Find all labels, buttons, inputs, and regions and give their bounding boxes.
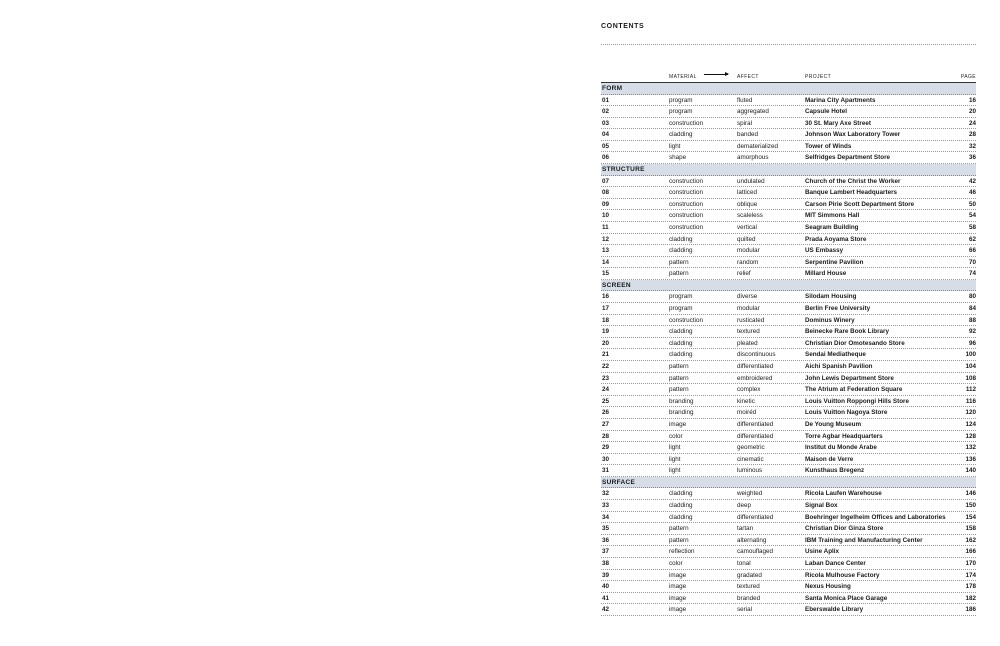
entry-affect: modular xyxy=(737,305,760,312)
table-row xyxy=(601,593,976,605)
entry-page: 166 xyxy=(965,548,976,556)
entry-affect: oblique xyxy=(737,200,758,208)
entry-project: 30 St. Mary Axe Street xyxy=(805,119,871,127)
entry-number: 10 xyxy=(602,212,610,220)
entry-affect: diverse xyxy=(737,293,758,301)
table-row xyxy=(601,546,976,558)
entry-project: Eberswalde Library xyxy=(805,606,864,614)
entry-affect: tartan xyxy=(737,525,754,533)
page-title: CONTENTS xyxy=(601,23,645,30)
entry-number: 41 xyxy=(602,594,610,602)
entry-project: Institut du Monde Arabe xyxy=(805,444,877,452)
entry-page: 88 xyxy=(968,316,976,324)
entry-material: light xyxy=(669,444,681,452)
table-row xyxy=(601,141,976,153)
entry-affect: amorphous xyxy=(737,154,769,162)
entry-page: 154 xyxy=(965,513,976,521)
entry-page: 116 xyxy=(965,397,976,405)
entry-affect: rusticated xyxy=(737,316,765,324)
entry-material: cladding xyxy=(669,339,693,347)
entry-page: 136 xyxy=(965,455,976,463)
entry-page: 162 xyxy=(965,536,976,544)
entry-project: Maison de Verre xyxy=(805,455,854,463)
table-row xyxy=(601,465,976,477)
entry-affect: geometric xyxy=(737,444,765,452)
entry-number: 14 xyxy=(602,258,610,266)
entry-page: 170 xyxy=(965,559,976,567)
entry-page: 24 xyxy=(968,119,976,127)
section-heading xyxy=(601,83,976,95)
table-row xyxy=(601,106,976,118)
entry-project: Kunsthaus Bregenz xyxy=(805,467,865,475)
table-header xyxy=(601,70,976,83)
entry-affect: moiréd xyxy=(737,409,757,417)
entry-affect: differentiated xyxy=(737,362,774,370)
entry-affect: latticed xyxy=(737,189,757,197)
table-row xyxy=(601,500,976,512)
entry-page: 96 xyxy=(968,339,976,347)
table-row xyxy=(601,581,976,593)
entry-project: Sendai Mediatheque xyxy=(805,351,866,359)
entry-project: Millard House xyxy=(805,270,847,278)
entry-project: Santa Monica Place Garage xyxy=(805,594,888,602)
entry-material: pattern xyxy=(669,258,689,266)
entry-material: image xyxy=(669,606,687,614)
entry-page: 178 xyxy=(965,583,976,591)
title-divider xyxy=(601,44,976,45)
table-row xyxy=(601,431,976,443)
entry-page: 124 xyxy=(965,420,976,428)
table-row xyxy=(601,245,976,257)
table-row xyxy=(601,512,976,524)
entry-number: 28 xyxy=(602,432,610,440)
entry-number: 24 xyxy=(602,386,610,394)
entry-project: Torre Agbar Headquarters xyxy=(805,432,883,440)
entry-affect: tonal xyxy=(737,559,751,567)
entry-page: 70 xyxy=(968,258,976,266)
entry-project: IBM Training and Manufacturing Center xyxy=(805,536,923,544)
section-title: STRUCTURE xyxy=(602,166,645,174)
table-row xyxy=(601,95,976,107)
entry-project: Aichi Spanish Pavilion xyxy=(805,362,873,370)
entry-affect: modular xyxy=(737,247,760,255)
entry-project: Usine Aplix xyxy=(805,548,840,556)
entry-page: 84 xyxy=(968,305,976,312)
entry-number: 05 xyxy=(602,142,610,150)
entry-page: 150 xyxy=(965,502,976,509)
entry-project: Banque Lambert Headquarters xyxy=(805,189,898,197)
entry-project: Signal Box xyxy=(805,502,838,509)
entry-number: 33 xyxy=(602,502,610,509)
section-heading xyxy=(601,477,976,489)
entry-material: pattern xyxy=(669,374,689,382)
entry-affect: alternating xyxy=(737,536,767,544)
table-row xyxy=(601,257,976,269)
entry-affect: weighted xyxy=(737,490,763,498)
table-row xyxy=(601,558,976,570)
entry-project: Silodam Housing xyxy=(805,293,857,301)
entry-page: 50 xyxy=(968,200,976,208)
entry-number: 09 xyxy=(602,200,610,208)
entry-material: construction xyxy=(669,177,703,185)
entry-page: 80 xyxy=(968,293,976,301)
entry-page: 46 xyxy=(968,189,976,197)
table-row xyxy=(601,523,976,535)
table-row xyxy=(601,407,976,419)
entry-number: 20 xyxy=(602,339,610,347)
entry-number: 18 xyxy=(602,316,610,324)
entry-material: cladding xyxy=(669,328,693,336)
table-row xyxy=(601,268,976,280)
entry-page: 62 xyxy=(968,235,976,243)
entry-affect: embroidered xyxy=(737,374,773,382)
entry-number: 13 xyxy=(602,247,610,255)
entry-page: 120 xyxy=(965,409,976,417)
entry-number: 15 xyxy=(602,270,610,278)
entry-number: 40 xyxy=(602,583,610,591)
entry-material: construction xyxy=(669,316,703,324)
entry-project: The Atrium at Federation Square xyxy=(805,386,903,394)
entry-affect: scaleless xyxy=(737,212,763,220)
entry-material: program xyxy=(669,96,693,104)
contents-page xyxy=(601,0,976,646)
entry-project: Berlin Free University xyxy=(805,305,871,312)
entry-material: cladding xyxy=(669,351,693,359)
table-row xyxy=(601,118,976,130)
contents-table xyxy=(601,70,976,616)
entry-project: John Lewis Department Store xyxy=(805,374,894,382)
entry-project: Dominus Winery xyxy=(805,316,855,324)
table-row xyxy=(601,129,976,141)
entry-material: program xyxy=(669,293,693,301)
entry-affect: dematerialized xyxy=(737,142,778,150)
entry-affect: banded xyxy=(737,131,759,139)
header-page: PAGE xyxy=(960,74,976,80)
entry-material: shape xyxy=(669,154,687,162)
entry-number: 08 xyxy=(602,189,610,197)
entry-page: 20 xyxy=(968,108,976,116)
entry-material: image xyxy=(669,583,687,591)
entry-page: 104 xyxy=(965,362,976,370)
table-row xyxy=(601,361,976,373)
table-row xyxy=(601,234,976,246)
entry-affect: relief xyxy=(737,270,751,278)
entry-page: 28 xyxy=(968,131,976,139)
section-heading xyxy=(601,280,976,292)
entry-affect: textured xyxy=(737,328,760,336)
entry-affect: discontinuous xyxy=(737,351,776,359)
entry-number: 06 xyxy=(602,154,610,162)
entry-number: 01 xyxy=(602,96,610,104)
entry-material: construction xyxy=(669,223,703,231)
entry-page: 74 xyxy=(968,270,976,278)
entry-project: Beinecke Rare Book Library xyxy=(805,328,889,336)
entry-number: 42 xyxy=(602,606,610,614)
entry-material: program xyxy=(669,305,693,312)
entry-material: pattern xyxy=(669,536,689,544)
entry-number: 21 xyxy=(602,351,610,359)
entry-material: image xyxy=(669,420,687,428)
entry-project: US Embassy xyxy=(805,247,844,255)
entry-project: Carson Pirie Scott Department Store xyxy=(805,200,915,208)
table-row xyxy=(601,187,976,199)
entry-page: 36 xyxy=(968,154,976,162)
table-row xyxy=(601,396,976,408)
entry-page: 32 xyxy=(968,142,976,150)
table-row xyxy=(601,199,976,211)
table-row xyxy=(601,291,976,303)
table-row xyxy=(601,419,976,431)
entry-material: color xyxy=(669,559,683,567)
entry-project: Seagram Building xyxy=(805,223,859,231)
entry-affect: serial xyxy=(737,606,753,614)
entry-project: Selfridges Department Store xyxy=(805,154,891,162)
entry-project: Boehringer Ingelheim Offices and Laboratories xyxy=(805,513,946,521)
entry-number: 16 xyxy=(602,293,610,301)
entry-page: 66 xyxy=(968,247,976,255)
entry-affect: quilted xyxy=(737,235,756,243)
entry-material: pattern xyxy=(669,362,689,370)
entry-affect: aggregated xyxy=(737,108,769,116)
entry-material: cladding xyxy=(669,502,693,509)
entry-number: 19 xyxy=(602,328,610,336)
header-project: PROJECT xyxy=(805,74,832,80)
entry-project: Christian Dior Ginza Store xyxy=(805,525,884,533)
entry-affect: pleated xyxy=(737,339,758,347)
entry-material: image xyxy=(669,594,687,602)
entry-number: 22 xyxy=(602,362,610,370)
entry-affect: camouflaged xyxy=(737,548,774,556)
entry-material: pattern xyxy=(669,270,689,278)
header-affect: AFFECT xyxy=(737,74,759,80)
table-row xyxy=(601,222,976,234)
entry-material: construction xyxy=(669,189,703,197)
entry-affect: undulated xyxy=(737,177,765,185)
entry-affect: luminous xyxy=(737,467,763,475)
entry-number: 39 xyxy=(602,571,610,579)
entry-project: Church of the Christ the Worker xyxy=(805,177,901,185)
entry-number: 25 xyxy=(602,397,610,405)
entry-page: 42 xyxy=(968,177,976,185)
entry-page: 146 xyxy=(965,490,976,498)
entry-number: 32 xyxy=(602,490,610,498)
entry-page: 186 xyxy=(965,606,976,614)
entry-page: 128 xyxy=(965,432,976,440)
entry-number: 23 xyxy=(602,374,610,382)
entry-material: color xyxy=(669,432,683,440)
entry-material: cladding xyxy=(669,131,693,139)
table-row xyxy=(601,303,976,315)
entry-page: 100 xyxy=(965,351,976,359)
entry-project: Tower of Winds xyxy=(805,142,852,150)
entry-material: cladding xyxy=(669,490,693,498)
entry-number: 04 xyxy=(602,131,610,139)
entry-material: image xyxy=(669,571,687,579)
entry-project: Marina City Apartments xyxy=(805,96,876,104)
entry-number: 30 xyxy=(602,455,610,463)
entry-affect: random xyxy=(737,258,759,266)
entry-number: 35 xyxy=(602,525,610,533)
entry-page: 140 xyxy=(965,467,976,475)
entry-material: pattern xyxy=(669,525,689,533)
entry-page: 16 xyxy=(968,96,976,104)
entry-material: construction xyxy=(669,212,703,220)
entry-project: Johnson Wax Laboratory Tower xyxy=(805,131,901,139)
entry-page: 112 xyxy=(965,386,976,394)
table-row xyxy=(601,488,976,500)
entry-number: 31 xyxy=(602,467,610,475)
entry-material: construction xyxy=(669,119,703,127)
entry-affect: complex xyxy=(737,386,761,394)
entry-material: branding xyxy=(669,409,694,417)
entry-material: cladding xyxy=(669,235,693,243)
entry-material: cladding xyxy=(669,247,693,255)
entry-project: Louis Vuitton Roppongi Hills Store xyxy=(805,397,910,405)
table-row xyxy=(601,604,976,616)
entry-number: 36 xyxy=(602,536,610,544)
entry-page: 158 xyxy=(965,525,976,533)
entry-project: Nexus Housing xyxy=(805,583,851,591)
table-row xyxy=(601,326,976,338)
entry-affect: differentiated xyxy=(737,432,774,440)
entry-number: 03 xyxy=(602,119,610,127)
entry-affect: deep xyxy=(737,502,752,509)
entry-page: 92 xyxy=(968,328,976,336)
entry-material: program xyxy=(669,108,693,116)
table-row xyxy=(601,349,976,361)
entry-material: branding xyxy=(669,397,694,405)
entry-number: 17 xyxy=(602,305,610,312)
entry-project: De Young Museum xyxy=(805,420,862,428)
entry-number: 12 xyxy=(602,235,610,243)
entry-affect: differentiated xyxy=(737,513,774,521)
entry-material: cladding xyxy=(669,513,693,521)
entry-page: 54 xyxy=(968,212,976,220)
entry-affect: kinetic xyxy=(737,397,755,405)
entry-number: 34 xyxy=(602,513,610,521)
entry-affect: vertical xyxy=(737,223,757,231)
entry-material: light xyxy=(669,142,681,150)
table-row xyxy=(601,442,976,454)
entry-affect: cinematic xyxy=(737,455,764,463)
section-heading xyxy=(601,164,976,176)
entry-number: 07 xyxy=(602,177,610,185)
section-title: FORM xyxy=(602,85,623,92)
header-material: MATERIAL xyxy=(669,74,697,80)
entry-material: light xyxy=(669,455,681,463)
table-row xyxy=(601,210,976,222)
entry-material: construction xyxy=(669,200,703,208)
entry-project: Ricola Laufen Warehouse xyxy=(805,490,882,498)
entry-number: 29 xyxy=(602,444,610,452)
section-title: SCREEN xyxy=(602,281,631,289)
table-row xyxy=(601,315,976,327)
entry-affect: gradated xyxy=(737,571,762,579)
entry-project: Ricola Mulhouse Factory xyxy=(805,571,880,579)
entry-project: Louis Vuitton Nagoya Store xyxy=(805,409,888,417)
entry-project: MIT Simmons Hall xyxy=(805,212,860,220)
entry-number: 37 xyxy=(602,548,610,556)
entry-page: 58 xyxy=(968,223,976,231)
table-row xyxy=(601,454,976,466)
entry-affect: textured xyxy=(737,583,760,591)
entry-material: reflection xyxy=(669,548,695,556)
entry-project: Laban Dance Center xyxy=(805,559,866,567)
entry-number: 11 xyxy=(602,223,609,231)
entry-page: 174 xyxy=(965,571,976,579)
entry-affect: spiral xyxy=(737,119,753,127)
arrow-right-icon xyxy=(704,74,728,75)
entry-number: 38 xyxy=(602,559,610,567)
table-row xyxy=(601,535,976,547)
entry-affect: differentiated xyxy=(737,420,774,428)
table-row xyxy=(601,338,976,350)
entry-page: 132 xyxy=(965,444,976,452)
entry-material: pattern xyxy=(669,386,689,394)
entry-affect: branded xyxy=(737,594,761,602)
entry-page: 108 xyxy=(965,374,976,382)
entry-affect: fluted xyxy=(737,96,753,104)
entry-project: Capsule Hotel xyxy=(805,108,847,116)
table-row xyxy=(601,152,976,164)
entry-project: Prada Aoyama Store xyxy=(805,235,867,243)
entry-number: 26 xyxy=(602,409,610,417)
table-row xyxy=(601,176,976,188)
table-row xyxy=(601,384,976,396)
entry-number: 02 xyxy=(602,108,610,116)
section-title: SURFACE xyxy=(602,478,636,486)
entry-project: Christian Dior Omotesando Store xyxy=(805,339,905,347)
entry-page: 182 xyxy=(965,594,976,602)
table-row xyxy=(601,373,976,385)
table-row xyxy=(601,570,976,582)
entry-material: light xyxy=(669,467,681,475)
entry-project: Serpentine Pavilion xyxy=(805,258,864,266)
entry-number: 27 xyxy=(602,420,610,428)
